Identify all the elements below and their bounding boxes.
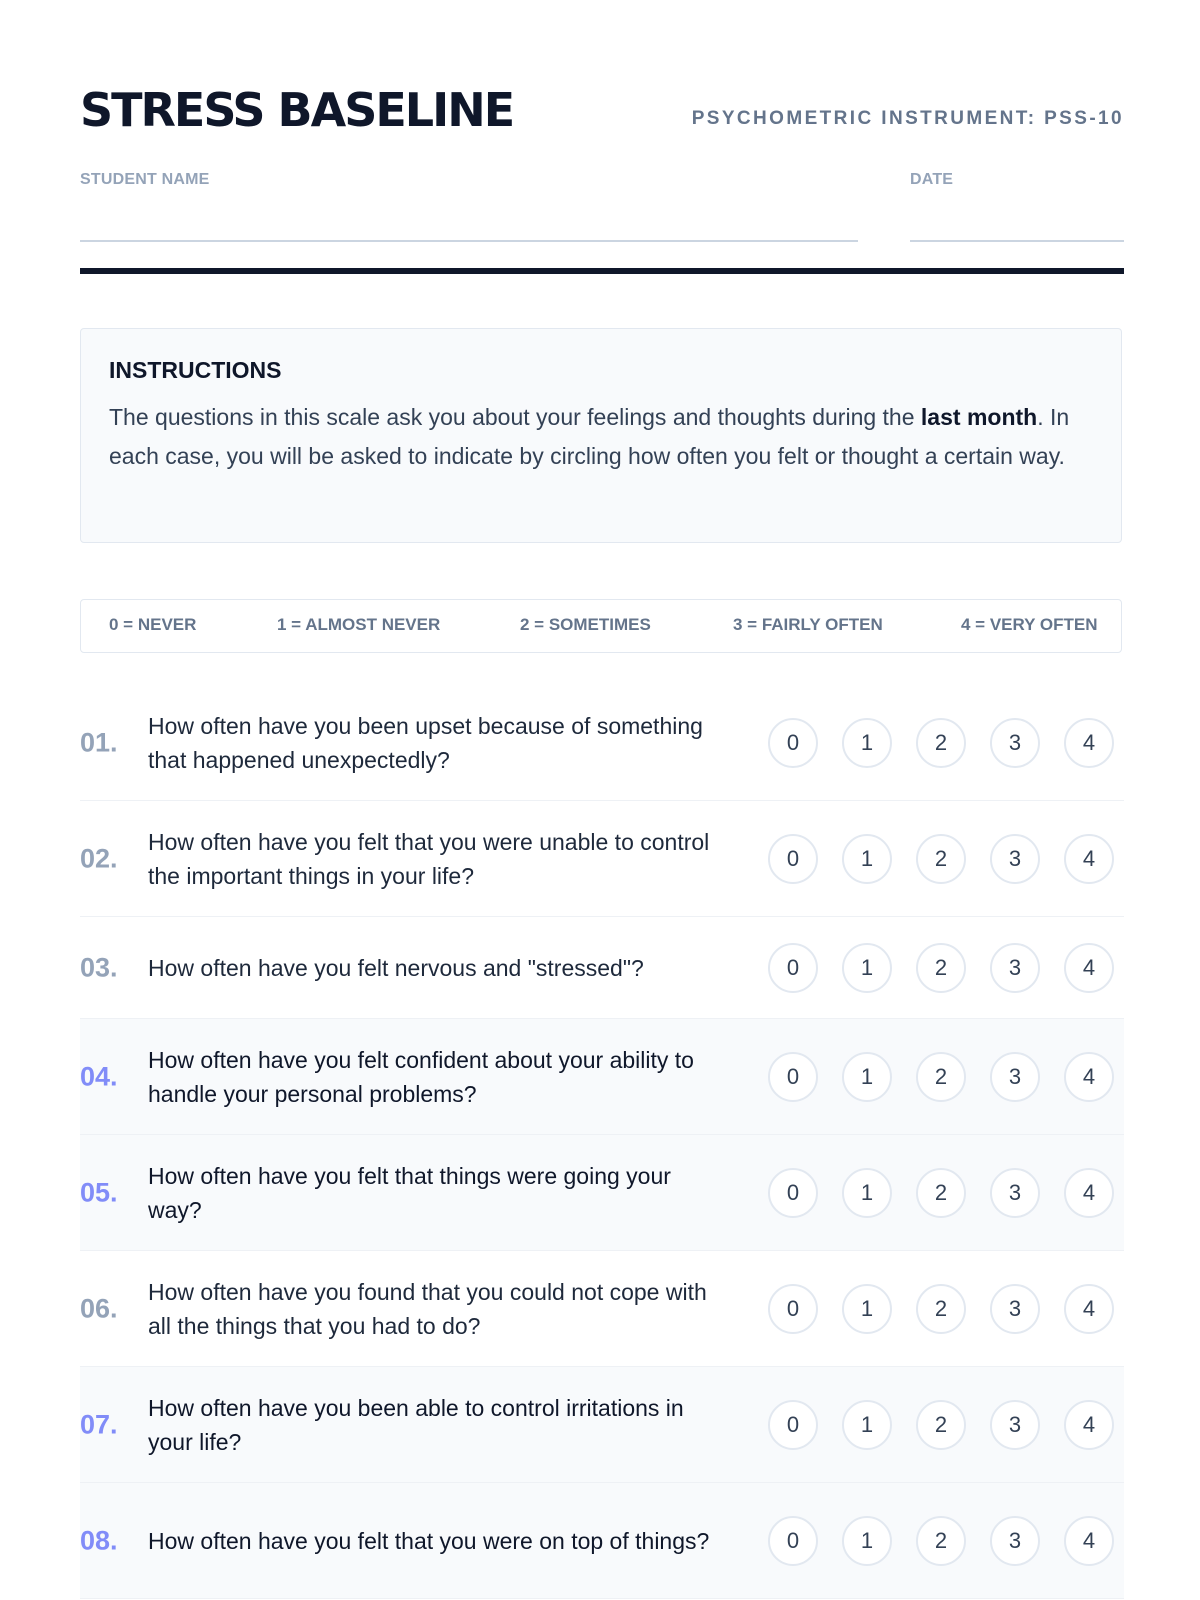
answer-option-0[interactable]: 0 bbox=[768, 1168, 818, 1218]
instrument-label: PSYCHOMETRIC INSTRUMENT: PSS-10 bbox=[691, 108, 1124, 129]
answer-option-2[interactable]: 2 bbox=[916, 834, 966, 884]
question-number: 01. bbox=[80, 727, 118, 757]
answer-option-4[interactable]: 4 bbox=[1064, 1284, 1114, 1334]
answer-option-1[interactable]: 1 bbox=[842, 943, 892, 993]
question-text: How often have you been able to control irritations in your life? bbox=[148, 1394, 684, 1455]
answer-option-1[interactable]: 1 bbox=[842, 1284, 892, 1334]
answer-option-2[interactable]: 2 bbox=[916, 1168, 966, 1218]
question-text: How often have you felt nervous and "stressed"? bbox=[148, 954, 644, 981]
question-row bbox=[80, 1367, 1124, 1483]
legend-item: 2 = SOMETIMES bbox=[520, 615, 651, 634]
instructions-text bbox=[109, 398, 1093, 476]
answer-option-3[interactable]: 3 bbox=[990, 1052, 1040, 1102]
question-text: How often have you felt that things were going your way? bbox=[148, 1162, 671, 1223]
question-list bbox=[80, 685, 1124, 1599]
answer-option-3[interactable]: 3 bbox=[990, 943, 1040, 993]
question-row bbox=[80, 1019, 1124, 1135]
question-row bbox=[80, 1251, 1124, 1367]
answer-option-1[interactable]: 1 bbox=[842, 718, 892, 768]
date-label: DATE bbox=[910, 171, 954, 188]
question-number: 05. bbox=[80, 1177, 118, 1207]
question-text: How often have you felt confident about your ability to handle your personal problems? bbox=[148, 1046, 694, 1107]
answer-option-3[interactable]: 3 bbox=[990, 1400, 1040, 1450]
answer-option-4[interactable]: 4 bbox=[1064, 943, 1114, 993]
answer-option-3[interactable]: 3 bbox=[990, 1284, 1040, 1334]
question-number: 07. bbox=[80, 1409, 118, 1439]
answer-option-4[interactable]: 4 bbox=[1064, 1052, 1114, 1102]
answer-option-3[interactable]: 3 bbox=[990, 1516, 1040, 1566]
answer-option-2[interactable]: 2 bbox=[916, 1284, 966, 1334]
answer-option-1[interactable]: 1 bbox=[842, 1516, 892, 1566]
answer-option-2[interactable]: 2 bbox=[916, 1400, 966, 1450]
answer-option-0[interactable]: 0 bbox=[768, 718, 818, 768]
question-number: 04. bbox=[80, 1061, 118, 1091]
answer-option-4[interactable]: 4 bbox=[1064, 718, 1114, 768]
answer-option-2[interactable]: 2 bbox=[916, 943, 966, 993]
answer-option-0[interactable]: 0 bbox=[768, 1516, 818, 1566]
answer-option-2[interactable]: 2 bbox=[916, 1516, 966, 1566]
instructions-text-end: . In each case, you will be asked to indicate by circling how often you felt or thought a certain way. bbox=[109, 404, 1070, 469]
question-number: 02. bbox=[80, 843, 118, 873]
answer-option-0[interactable]: 0 bbox=[768, 1400, 818, 1450]
question-number: 06. bbox=[80, 1293, 118, 1323]
answer-option-2[interactable]: 2 bbox=[916, 718, 966, 768]
question-row bbox=[80, 1135, 1124, 1251]
answer-option-4[interactable]: 4 bbox=[1064, 1168, 1114, 1218]
answer-option-4[interactable]: 4 bbox=[1064, 1400, 1114, 1450]
legend-item: 4 = VERY OFTEN bbox=[961, 615, 1098, 634]
legend-item: 0 = NEVER bbox=[109, 615, 197, 634]
date-field[interactable] bbox=[910, 240, 1124, 242]
instructions-box bbox=[80, 328, 1122, 543]
instructions-emphasis: last month bbox=[920, 404, 1038, 430]
answer-option-1[interactable]: 1 bbox=[842, 834, 892, 884]
header-divider bbox=[80, 268, 1124, 274]
question-row bbox=[80, 801, 1124, 917]
legend-item: 1 = ALMOST NEVER bbox=[277, 615, 441, 634]
question-row bbox=[80, 1483, 1124, 1599]
question-number: 03. bbox=[80, 952, 118, 982]
answer-option-3[interactable]: 3 bbox=[990, 1168, 1040, 1218]
question-text: How often have you found that you could not cope with all the things that you had to do? bbox=[148, 1278, 707, 1339]
answer-option-1[interactable]: 1 bbox=[842, 1052, 892, 1102]
answer-option-3[interactable]: 3 bbox=[990, 834, 1040, 884]
legend-item: 3 = FAIRLY OFTEN bbox=[733, 615, 883, 634]
scale-legend bbox=[80, 599, 1122, 653]
answer-option-0[interactable]: 0 bbox=[768, 834, 818, 884]
question-text: How often have you felt that you were unable to control the important things in your life? bbox=[148, 828, 710, 889]
student-name-field[interactable] bbox=[80, 240, 858, 242]
instructions-text-start: The questions in this scale ask you about your feelings and thoughts during the bbox=[109, 404, 921, 430]
answer-option-1[interactable]: 1 bbox=[842, 1168, 892, 1218]
question-number: 08. bbox=[80, 1525, 118, 1555]
student-name-label: STUDENT NAME bbox=[80, 171, 210, 188]
question-row bbox=[80, 685, 1124, 801]
question-row bbox=[80, 917, 1124, 1019]
answer-option-4[interactable]: 4 bbox=[1064, 834, 1114, 884]
answer-option-1[interactable]: 1 bbox=[842, 1400, 892, 1450]
question-text: How often have you felt that you were on top of things? bbox=[148, 1527, 710, 1554]
answer-option-4[interactable]: 4 bbox=[1064, 1516, 1114, 1566]
answer-option-0[interactable]: 0 bbox=[768, 1052, 818, 1102]
answer-option-0[interactable]: 0 bbox=[768, 1284, 818, 1334]
page-title: STRESS BASELINE bbox=[80, 83, 514, 137]
question-text: How often have you been upset because of something that happened unexpectedly? bbox=[148, 712, 703, 773]
instructions-heading: INSTRUCTIONS bbox=[109, 357, 282, 383]
answer-option-3[interactable]: 3 bbox=[990, 718, 1040, 768]
answer-option-2[interactable]: 2 bbox=[916, 1052, 966, 1102]
answer-option-0[interactable]: 0 bbox=[768, 943, 818, 993]
